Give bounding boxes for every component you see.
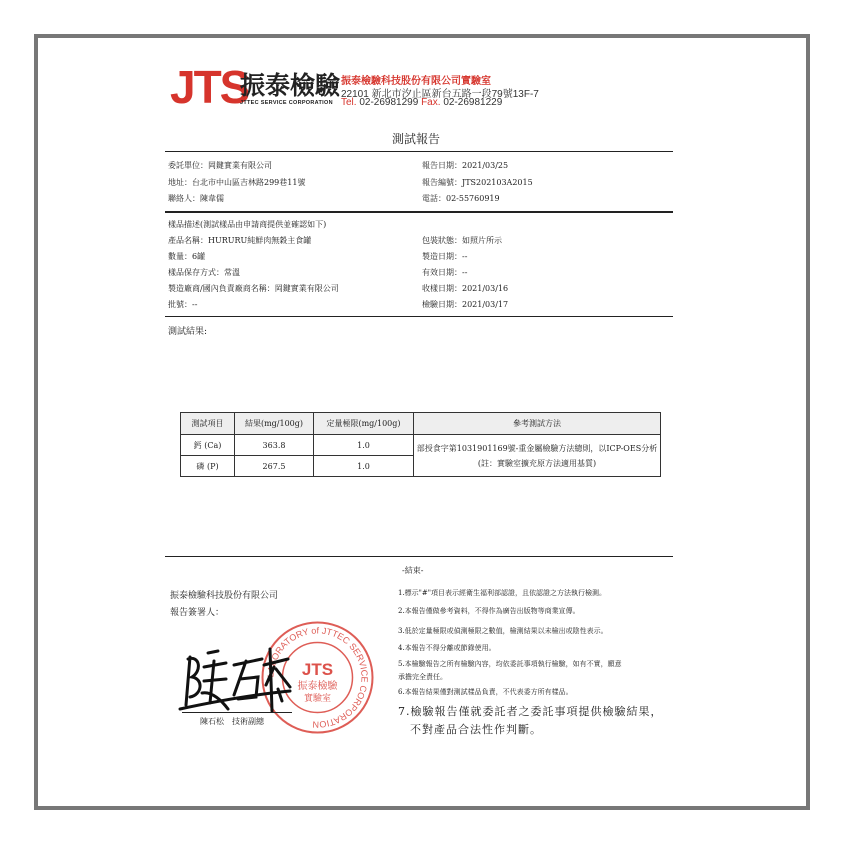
sample-description: 樣品描述(測試樣品由申請商提供並確認如下)	[168, 220, 327, 229]
signature-line	[182, 712, 292, 713]
report-number: 報告編號：JTS202103A2015	[422, 178, 533, 187]
method-note: (註：實驗室擴充原方法適用基質)	[477, 458, 597, 468]
result: 363.8	[235, 435, 314, 456]
stamp-ring-text: LABORATORY of JTTEC SERVICE CORPORATION	[265, 625, 370, 730]
note-5: 5.本檢驗報告之所有檢驗內容，均依委託事項執行檢驗，如有不實，願意	[398, 660, 622, 668]
client-phone: 電話：02-55760919	[422, 194, 500, 203]
table-header	[181, 413, 661, 435]
col-header: 參考測試方法	[414, 413, 661, 435]
client-unit: 委託單位：岡鍵實業有限公司	[168, 161, 272, 170]
quantity: 數量：6罐	[168, 252, 206, 261]
note-5-cont: 承擔完全責任。	[398, 673, 447, 681]
client-address: 地址：台北市中山區吉林路299巷11號	[168, 178, 306, 187]
table-row	[181, 435, 661, 456]
tel-label: Tel.	[341, 97, 357, 108]
signer-name: 陳石松 技術副總	[200, 717, 264, 726]
product-name: 產品名稱：HURURU純鮮肉無穀主食罐	[168, 236, 312, 245]
loq: 1.0	[314, 456, 414, 477]
method-line: 部授食字第1031901169號-重金屬檢驗方法總則，以ICP-OES分析	[416, 443, 658, 453]
manufacturer: 製造廠商/國內負責廠商名稱：岡鍵實業有限公司	[168, 284, 339, 293]
col-header: 測試項目	[181, 413, 235, 435]
fax-label: Fax.	[421, 97, 441, 108]
note-6: 6.本報告結果僅對測試樣品負責，不代表委方所有樣品。	[398, 688, 573, 696]
report-title: 測試報告	[392, 132, 441, 146]
divider	[165, 556, 673, 557]
storage: 樣品保存方式：常溫	[168, 268, 240, 277]
test-date: 檢驗日期：2021/03/17	[422, 300, 509, 309]
fax: 02-26981229	[443, 97, 503, 108]
svg-text:JTS: JTS	[301, 660, 334, 679]
jts-logo: JTS	[170, 61, 249, 113]
loq: 1.0	[314, 435, 414, 456]
results-label: 測試結果:	[168, 327, 208, 337]
svg-text:實驗室: 實驗室	[303, 694, 332, 704]
note-1: 1.標示"#"項目表示經衛生福利部認證，且依認證之方法執行檢測。	[398, 589, 606, 597]
company-address: 22101 新北市汐止區新台五路一段79號13F-7	[341, 89, 539, 100]
divider	[165, 151, 673, 152]
exp-date: 有效日期：--	[422, 268, 468, 277]
col-header: 定量極限(mg/100g)	[314, 413, 414, 435]
item: 磷 (P)	[181, 456, 235, 477]
note-7: 7.檢驗報告僅就委託者之委託事項提供檢驗結果，	[398, 705, 663, 718]
item: 鈣 (Ca)	[181, 435, 235, 456]
note-3: 3.低於定量極限或偵測極限之數值，檢測結果以未檢出或陰性表示。	[398, 627, 608, 635]
company-contact	[341, 97, 502, 108]
svg-text:振泰檢驗: 振泰檢驗	[297, 681, 338, 692]
signer-label: 報告簽署人：	[170, 608, 225, 618]
batch-number: 批號：--	[168, 300, 198, 309]
mfg-date: 製造日期：--	[422, 252, 468, 261]
note-7-cont: 不對產品合法性作判斷。	[410, 723, 542, 736]
receive-date: 收樣日期：2021/03/16	[422, 284, 509, 293]
client-contact: 聯絡人：陳韋儒	[168, 194, 224, 203]
method	[414, 435, 661, 477]
logo-english: JTTEC SERVICE CORPORATION	[240, 100, 333, 106]
handwritten-signature	[178, 645, 298, 717]
tel: 02-26981299	[359, 97, 419, 108]
package-status: 包裝狀態：如照片所示	[422, 236, 502, 245]
divider	[165, 316, 673, 317]
logo-chinese: 振泰檢驗	[240, 72, 341, 100]
signoff-company: 振泰檢驗科技股份有限公司	[170, 591, 279, 601]
report-date: 報告日期：2021/03/25	[422, 161, 509, 170]
col-header: 結果(mg/100g)	[235, 413, 314, 435]
end-mark: -結束-	[402, 566, 424, 575]
company-name: 振泰檢驗科技股份有限公司實驗室	[341, 76, 491, 87]
divider	[165, 211, 673, 213]
note-4: 4.本報告不得分離或節錄使用。	[398, 644, 496, 652]
note-2: 2.本報告僅做參考資料，不得作為廣告出版物等商業宣傳。	[398, 607, 580, 615]
results-table	[180, 412, 661, 477]
result: 267.5	[235, 456, 314, 477]
